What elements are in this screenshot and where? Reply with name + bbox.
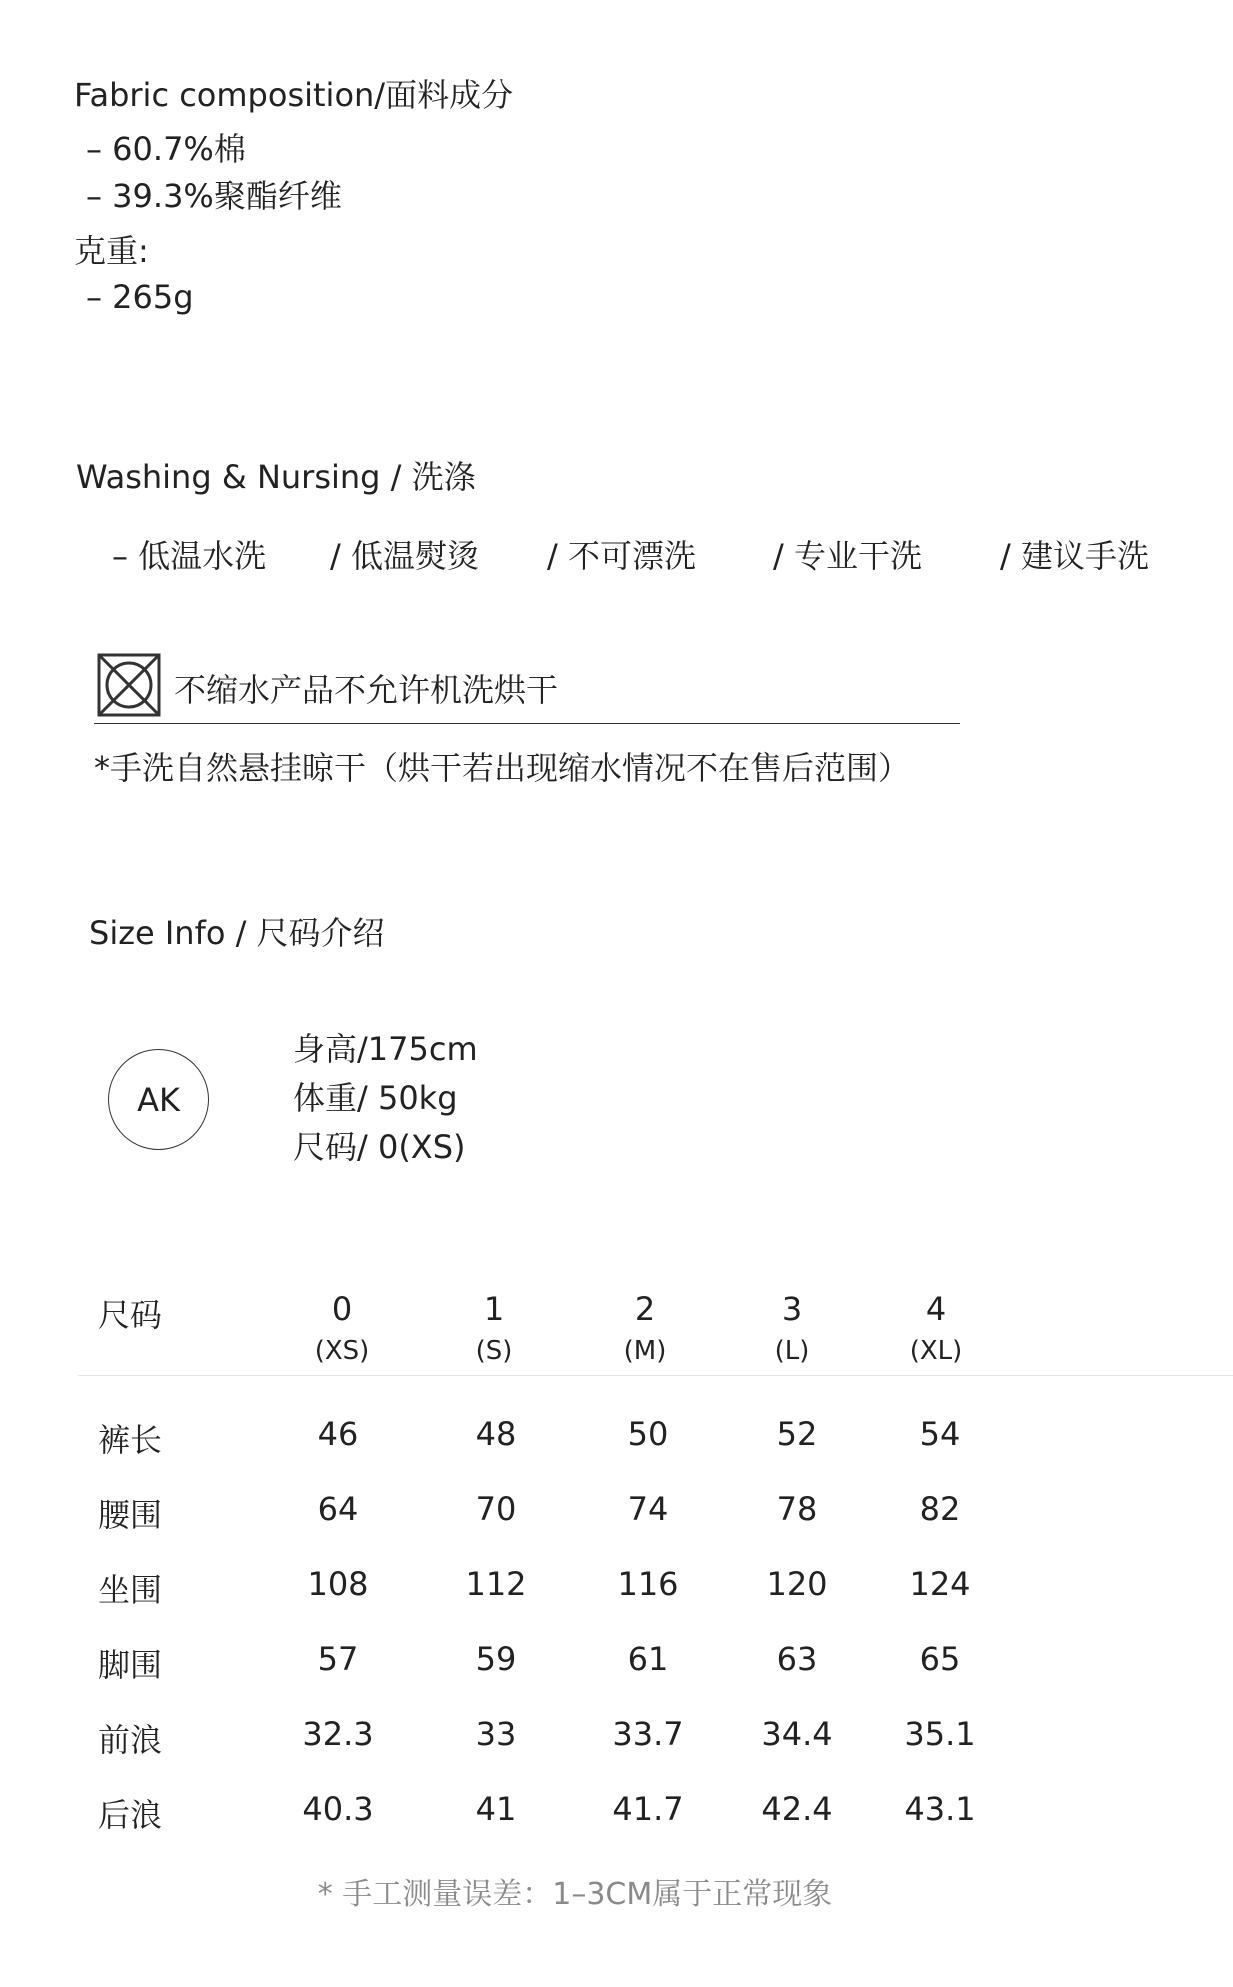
table-cell: 46 <box>317 1415 359 1453</box>
weight-value: – 265g <box>86 278 194 316</box>
table-cell: 50 <box>627 1415 669 1453</box>
row-label: 腰围 <box>98 1496 163 1534</box>
table-cell: 42.4 <box>761 1790 833 1828</box>
model-weight: 体重/ 50kg <box>293 1079 458 1117</box>
table-cell: 120 <box>766 1565 828 1603</box>
table-cell: 57 <box>317 1640 359 1678</box>
wash-instruction-hand-wash: / 建议手洗 <box>1000 537 1149 575</box>
no-tumble-dry-icon <box>96 652 162 718</box>
fabric-item-cotton: – 60.7%棉 <box>86 130 246 168</box>
table-cell: 116 <box>617 1565 679 1603</box>
row-label: 裤长 <box>98 1421 163 1459</box>
wash-note: *手洗自然悬挂晾干（烘干若出现缩水情况不在售后范围） <box>94 749 911 787</box>
wash-instruction-no-bleach: / 不可漂洗 <box>547 537 696 575</box>
table-cell: 41 <box>475 1790 517 1828</box>
size-col-label: (L) <box>774 1336 810 1366</box>
table-cell: 74 <box>627 1490 669 1528</box>
table-cell: 41.7 <box>612 1790 684 1828</box>
warning-divider <box>94 723 960 724</box>
size-col-num: 4 <box>925 1290 947 1328</box>
size-col-label: (XS) <box>314 1336 370 1366</box>
avatar <box>108 1049 209 1150</box>
size-info-heading: Size Info / 尺码介绍 <box>89 914 385 952</box>
table-cell: 64 <box>317 1490 359 1528</box>
table-cell: 33 <box>475 1715 517 1753</box>
wash-instruction-low-temp-iron: / 低温熨烫 <box>330 537 479 575</box>
table-cell: 33.7 <box>612 1715 684 1753</box>
table-cell: 124 <box>909 1565 971 1603</box>
fabric-heading: Fabric composition/面料成分 <box>74 76 514 114</box>
model-height: 身高/175cm <box>293 1030 478 1068</box>
wash-instruction-dry-clean: / 专业干洗 <box>773 537 922 575</box>
wash-instruction-low-temp-wash: – 低温水洗 <box>112 537 267 575</box>
weight-heading: 克重: <box>74 232 149 270</box>
measurement-footnote: * 手工测量误差：1–3CM属于正常现象 <box>317 1877 833 1912</box>
size-col-label: (XL) <box>909 1336 963 1366</box>
row-label: 脚围 <box>98 1646 163 1684</box>
size-col-label: (M) <box>623 1336 667 1366</box>
table-cell: 63 <box>776 1640 818 1678</box>
table-cell: 78 <box>776 1490 818 1528</box>
size-col-label: (S) <box>475 1336 513 1366</box>
table-cell: 59 <box>475 1640 517 1678</box>
table-header-label: 尺码 <box>98 1296 163 1334</box>
table-cell: 32.3 <box>302 1715 374 1753</box>
table-cell: 34.4 <box>761 1715 833 1753</box>
size-col-num: 1 <box>483 1290 505 1328</box>
warning-text: 不缩水产品不允许机洗烘干 <box>174 671 559 709</box>
table-cell: 35.1 <box>904 1715 976 1753</box>
table-cell: 70 <box>475 1490 517 1528</box>
row-label: 前浪 <box>98 1721 163 1759</box>
washing-heading: Washing & Nursing / 洗涤 <box>76 458 476 496</box>
size-col-num: 3 <box>781 1290 803 1328</box>
table-cell: 108 <box>307 1565 369 1603</box>
table-cell: 48 <box>475 1415 517 1453</box>
table-cell: 54 <box>919 1415 961 1453</box>
table-header-divider <box>78 1375 1233 1376</box>
table-cell: 82 <box>919 1490 961 1528</box>
size-col-num: 0 <box>331 1290 353 1328</box>
row-label: 后浪 <box>98 1796 163 1834</box>
table-cell: 61 <box>627 1640 669 1678</box>
table-cell: 43.1 <box>904 1790 976 1828</box>
table-cell: 65 <box>919 1640 961 1678</box>
table-cell: 112 <box>465 1565 527 1603</box>
table-cell: 40.3 <box>302 1790 374 1828</box>
row-label: 坐围 <box>98 1571 163 1609</box>
model-size: 尺码/ 0(XS) <box>293 1128 466 1166</box>
table-cell: 52 <box>776 1415 818 1453</box>
avatar-initials: AK <box>137 1080 180 1119</box>
fabric-item-polyester: – 39.3%聚酯纤维 <box>86 177 342 215</box>
size-col-num: 2 <box>634 1290 656 1328</box>
